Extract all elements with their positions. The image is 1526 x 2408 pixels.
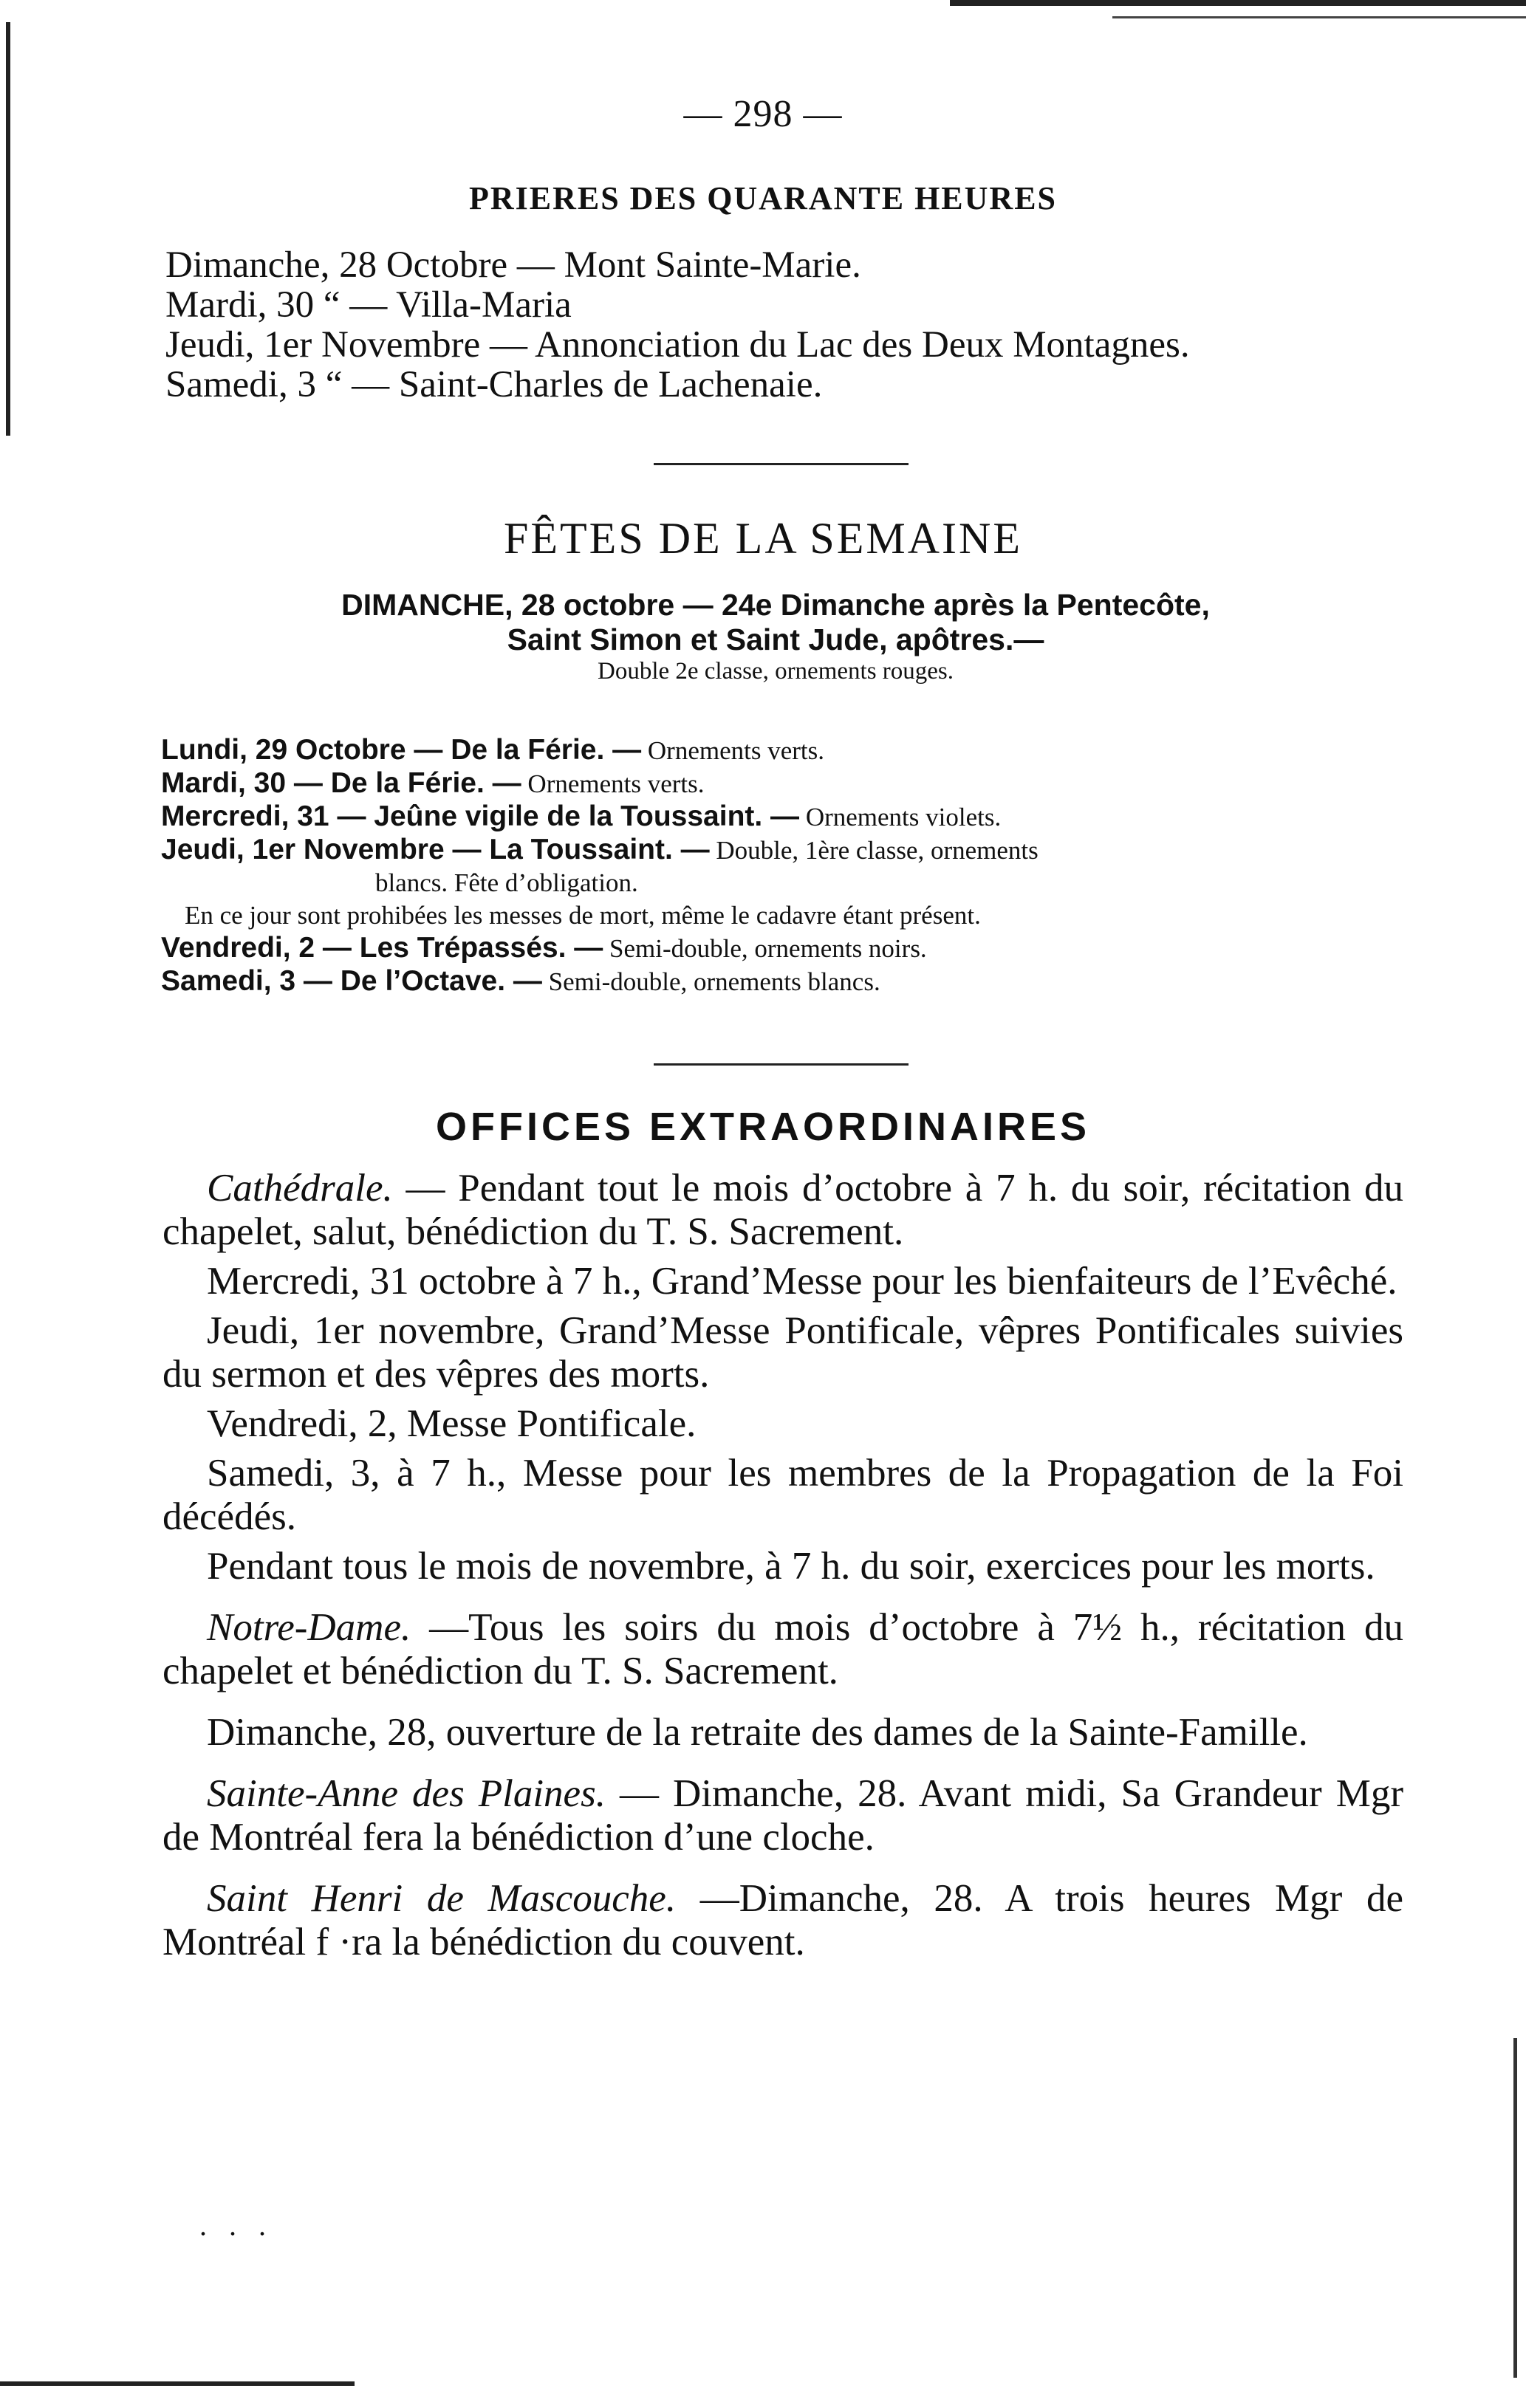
page-edge-right [1513,2038,1517,2378]
schedule-row: Mardi, 30 “ — Villa-Maria [165,284,572,326]
feast-day: Samedi, 3 — De l’Octave. — [161,965,542,997]
feast-day: Vendredi, 2 — Les Trépassés. — [161,932,603,964]
office-text: —Dimanche, 28. A trois heures Mgr de Montréal f ·ra la bénédiction du couvent. [162,1877,1403,1963]
feast-day: Mardi, 30 — De la Férie. — [161,767,521,799]
feast-row [161,834,1417,867]
section-divider [654,1063,909,1066]
office-paragraph [162,1402,1403,1446]
feast-day: Lundi, 29 Octobre — De la Férie. — [161,734,642,766]
office-text: —Tous les soirs du mois d’octobre à 7½ h., récitation du chapelet et bénédiction du T. S. Sacrement. [162,1606,1403,1692]
sunday-line: DIMANCHE, 28 octobre — 24e Dimanche après la Pentecôte, [341,588,1210,622]
schedule-row: Samedi, 3 “ — Saint-Charles de Lachenaie. [165,364,823,405]
feast-vestments: Ornements verts. [521,769,705,798]
page-edge-top [950,0,1526,6]
page-edge-bottom [0,2381,355,2386]
feast-row [161,932,1417,965]
office-paragraph [162,1545,1403,1588]
feast-row [161,965,1417,998]
office-text: Dimanche, 28, ouverture de la retraite des dames de la Sainte-Famille. [207,1711,1308,1754]
offices-body [162,1167,1403,1970]
office-paragraph [162,1877,1403,1964]
feast-vestments: Double, 1ère classe, ornements [709,836,1039,865]
office-text: Vendredi, 2, Messe Pontificale. [207,1402,697,1445]
feast-vestments: Ornements violets. [799,803,1002,831]
office-paragraph [162,1260,1403,1303]
office-place: Notre-Dame. [207,1606,411,1649]
offices-title: OFFICES EXTRAORDINAIRES [435,1105,1091,1149]
office-paragraph [162,1452,1403,1539]
feast-vestments: Semi-double, ornements blancs. [541,967,880,996]
feast-continuation: blancs. Fête d’obligation. [375,868,638,897]
prayers-schedule [165,245,1421,405]
office-text: Samedi, 3, à 7 h., Messe pour les membres de la Propagation de la Foi décédés. [162,1452,1403,1538]
feast-row [161,767,1417,800]
sunday-entry [177,587,1374,686]
office-text: Jeudi, 1er novembre, Grand’Messe Pontificale, vêpres Pontificales suivies du sermon et des vêpres des morts. [162,1309,1403,1396]
office-place: Saint Henri de Mascouche. [207,1877,677,1920]
feast-day: Jeudi, 1er Novembre — La Toussaint. — [161,834,710,865]
sunday-line: Saint Simon et Saint Jude, apôtres.— [507,622,1044,656]
schedule-row: Jeudi, 1er Novembre — Annonciation du Lac des Deux Montagnes. [165,324,1190,366]
office-paragraph [162,1772,1403,1859]
office-text: — Pendant tout le mois d’octobre à 7 h. du soir, récitation du chapelet, salut, bénédiction du T. S. Sacrement. [162,1167,1403,1253]
page-edge-left [6,22,10,436]
office-place: Sainte-Anne des Plaines. [207,1772,606,1815]
office-paragraph [162,1167,1403,1254]
section-divider [654,463,909,465]
office-paragraph [162,1309,1403,1396]
feasts-title: FÊTES DE LA SEMAINE [504,514,1022,563]
feast-vestments: Ornements verts. [641,736,825,765]
weekday-feasts [161,734,1417,998]
page-edge-top-thin [1112,16,1526,18]
schedule-row: Dimanche, 28 Octobre — Mont Sainte-Marie. [165,244,861,286]
office-text: Mercredi, 31 octobre à 7 h., Grand’Messe pour les bienfaiteurs de l’Evêché. [207,1260,1397,1303]
sunday-vestments: Double 2e classe, ornements rouges. [597,658,954,685]
office-place: Cathédrale. [207,1167,393,1210]
office-paragraph [162,1606,1403,1693]
feast-row [161,800,1417,834]
office-text: Pendant tous le mois de novembre, à 7 h. du soir, exercices pour les morts. [207,1545,1375,1588]
feast-row [161,734,1417,767]
feast-note: En ce jour sont prohibées les messes de mort, même le cadavre étant présent. [185,901,981,930]
page-number: — 298 — [683,93,843,135]
feast-vestments: Semi-double, ornements noirs. [603,934,927,963]
feast-day: Mercredi, 31 — Jeûne vigile de la Toussaint. — [161,800,800,832]
prayers-title: PRIERES DES QUARANTE HEURES [468,180,1058,216]
office-text: — Dimanche, 28. Avant midi, Sa Grandeur Mgr de Montréal fera la bénédiction d’une cloche. [162,1772,1403,1859]
continuation-dots: . . . [199,2209,273,2242]
office-paragraph [162,1711,1403,1754]
